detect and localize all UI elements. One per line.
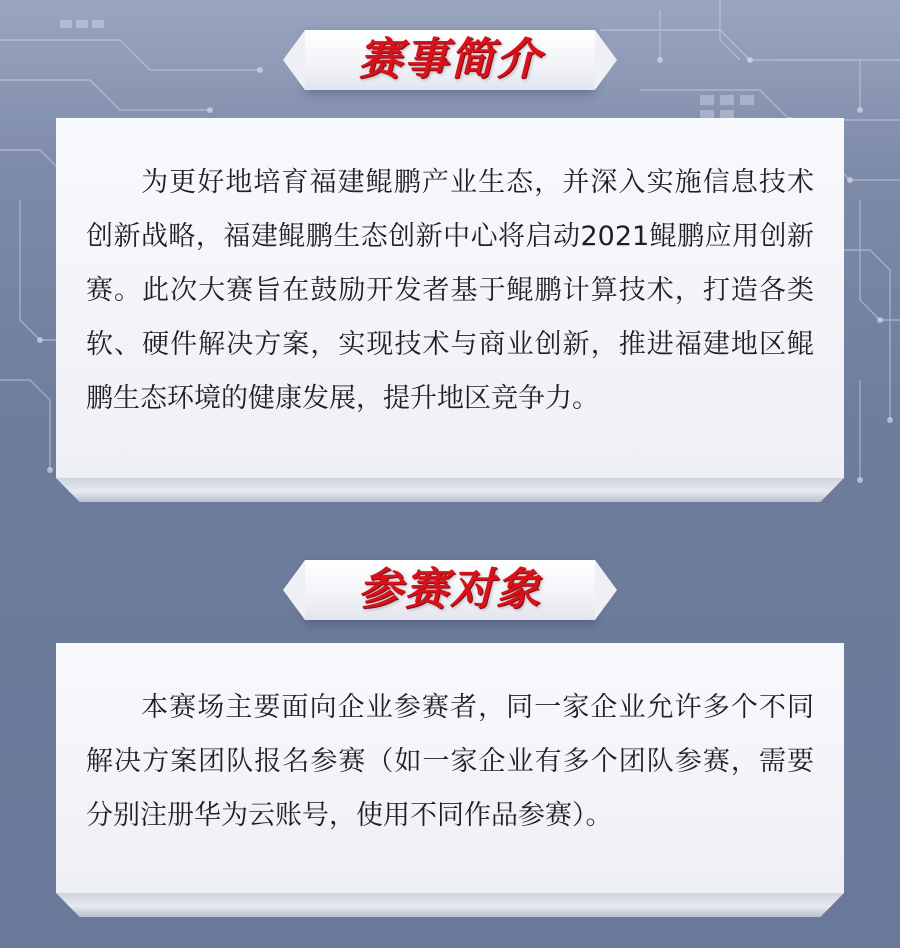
participants-card [56, 643, 844, 893]
participants-paragraph: 本赛场主要面向企业参赛者，同一家企业允许多个不同解决方案团队报名参赛（如一家企业有多个团队参赛，需要分别注册华为云账号，使用不同作品参赛）。 [86, 692, 814, 831]
section-title-banner [305, 30, 595, 90]
section-title: 参赛对象 [358, 564, 542, 615]
section-title: 赛事简介 [358, 34, 542, 85]
section-title-banner [305, 560, 595, 620]
card-shelf [56, 893, 844, 917]
intro-card [56, 118, 844, 478]
intro-paragraph: 为更好地培育福建鲲鹏产业生态，并深入实施信息技术创新战略，福建鲲鹏生态创新中心将启动2021鲲鹏应用创新赛。此次大赛旨在鼓励开发者基于鲲鹏计算技术，打造各类软、硬件解决方案，实现技术与商业创新，推进福建地区鲲鹏生态环境的健康发展，提升地区竞争力。 [86, 167, 814, 414]
card-shelf [56, 478, 844, 502]
